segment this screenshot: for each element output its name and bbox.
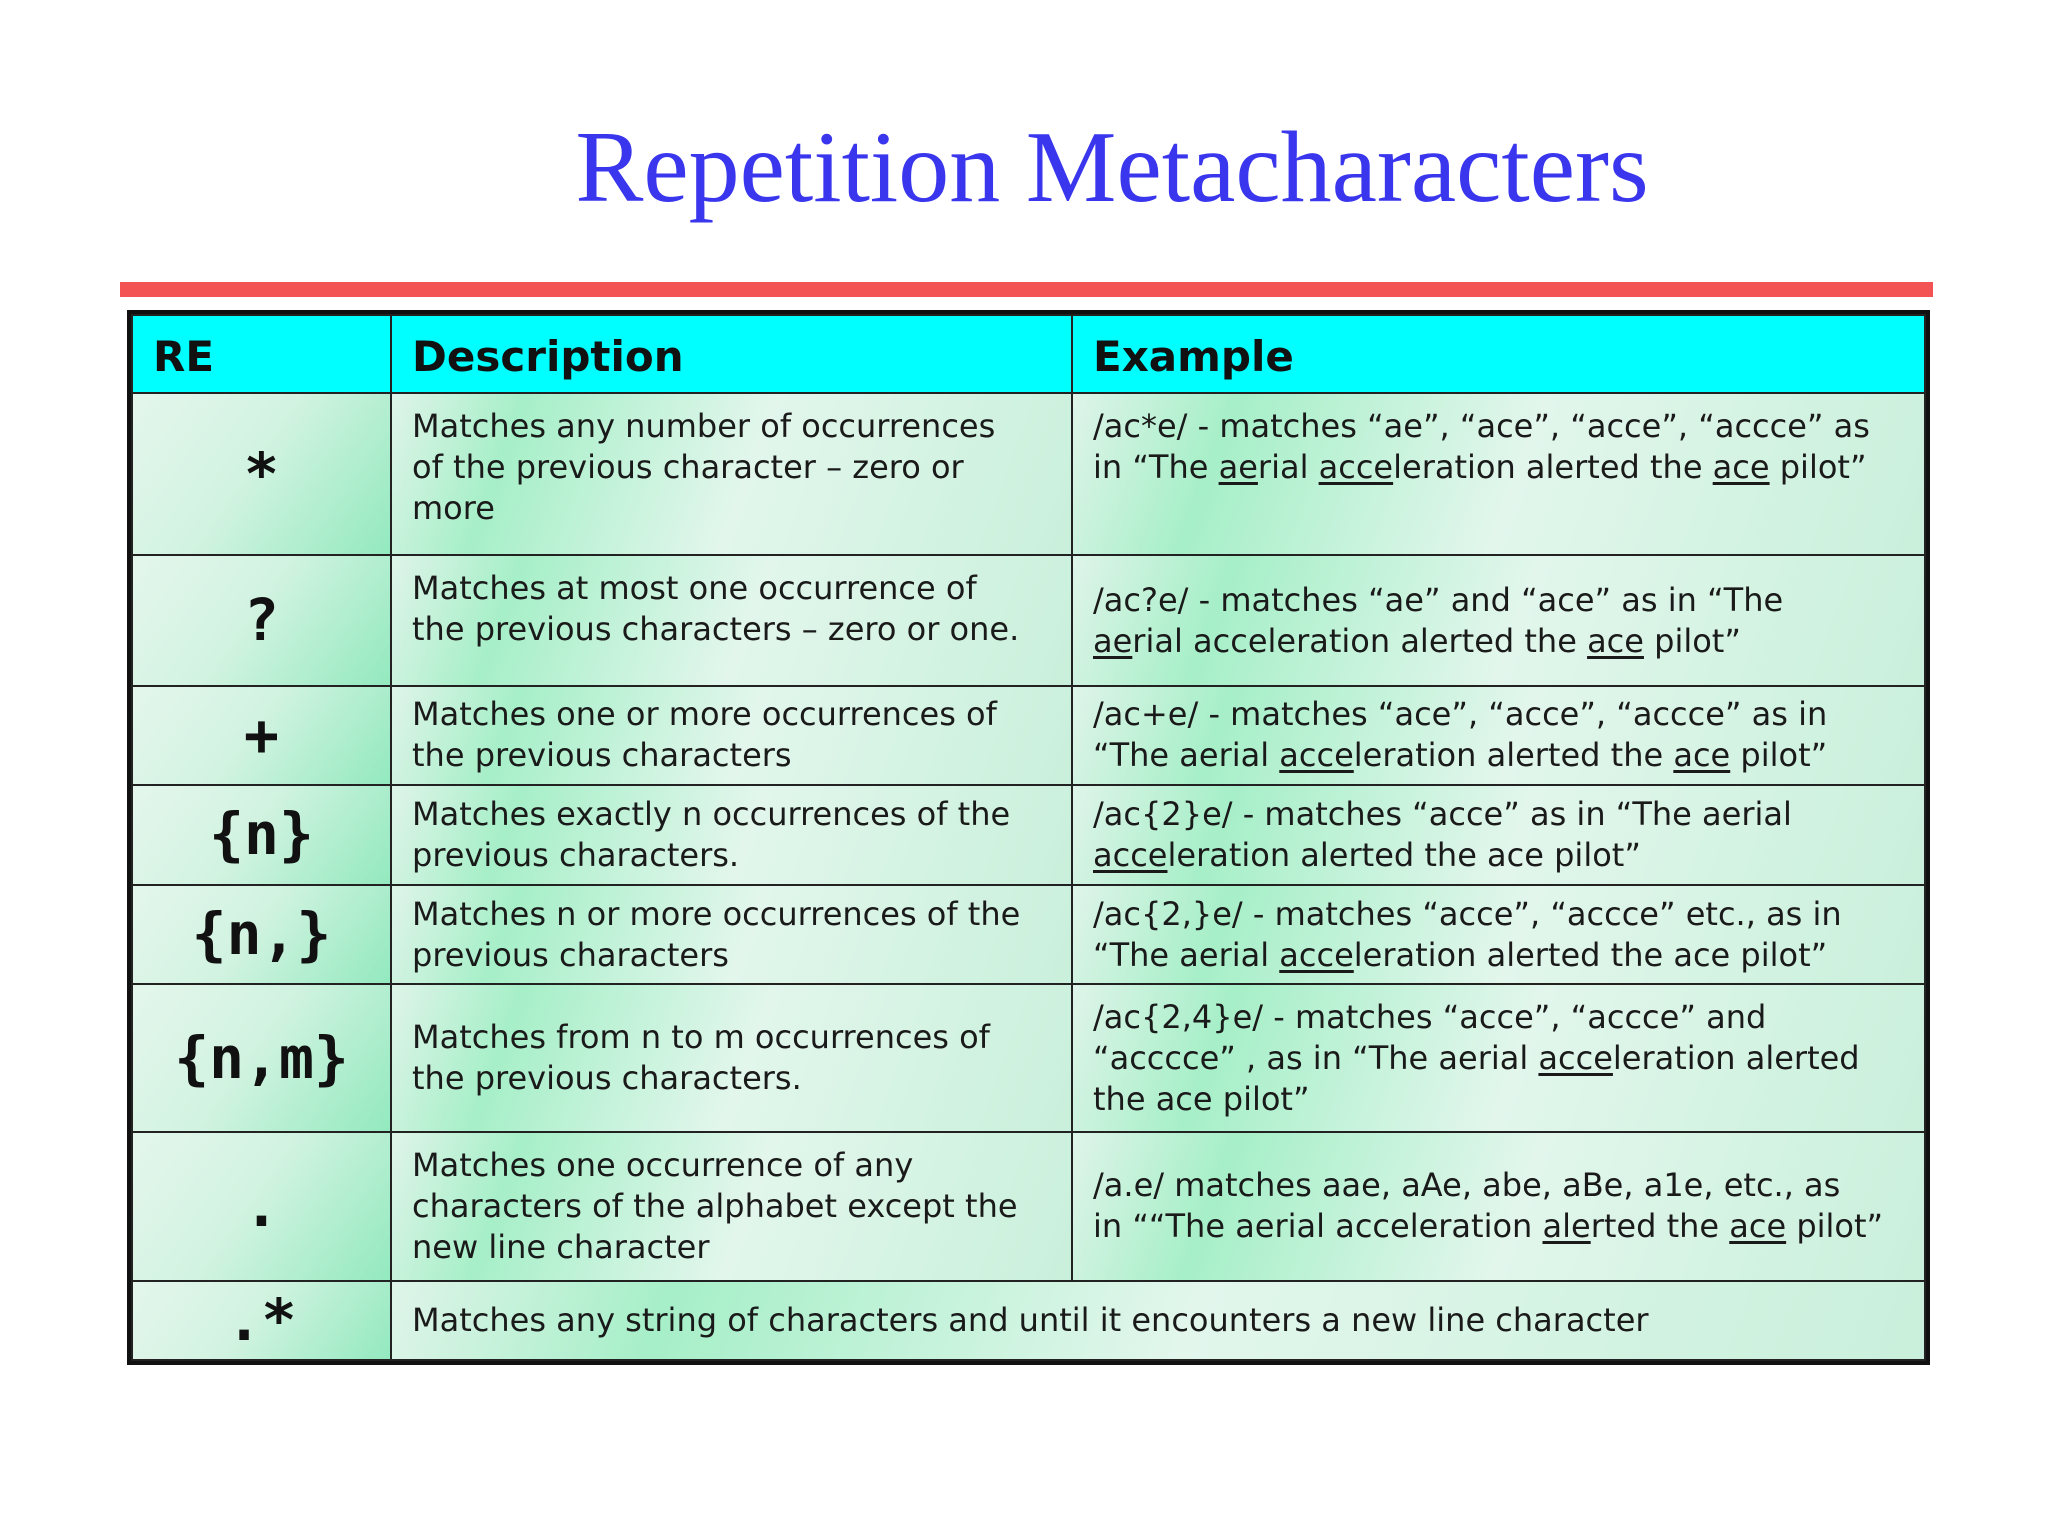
example-text: /ac*e/ - matches “ae”, “ace”, “acce”, “accce” as [1093, 407, 1870, 445]
description-line: previous characters [412, 935, 729, 974]
example-line [1093, 447, 1924, 488]
example-line [1093, 935, 1924, 976]
matched-substring: acce [1093, 835, 1168, 874]
matched-substring: ae [1093, 621, 1133, 660]
description-line: the previous characters – zero or one. [412, 610, 1020, 649]
table-row [132, 885, 1925, 985]
table-header-row [132, 315, 1925, 393]
table-row [132, 393, 1925, 555]
description-line: Matches at most one occurrence of [412, 569, 977, 608]
table-row [132, 555, 1925, 685]
example-text: pilot” [1769, 448, 1867, 486]
example-text: /a.e/ matches aae, aAe, abe, aBe, a1e, etc., as [1093, 1166, 1841, 1205]
header-example: Example [1072, 315, 1925, 393]
re-cell: .* [132, 1281, 391, 1360]
matched-substring: acce [1538, 1038, 1613, 1077]
example-text: the ace pilot” [1093, 1079, 1310, 1118]
example-line [1093, 1165, 1924, 1206]
matched-substring: ace [1712, 448, 1770, 486]
example-text: in ““The aerial acceleration [1093, 1207, 1543, 1246]
re-cell: {n,} [132, 885, 391, 985]
matched-substring: acce [1279, 935, 1354, 974]
example-cell [1072, 885, 1925, 985]
metacharacter-table-frame [127, 310, 1930, 1365]
re-cell: . [132, 1132, 391, 1280]
description-cell [391, 686, 1072, 786]
title-underline-rule [120, 282, 1933, 297]
example-line [1093, 621, 1924, 662]
description-cell [391, 1281, 1925, 1360]
example-text: leration alerted [1612, 1038, 1860, 1077]
table-row [132, 984, 1925, 1132]
description-line: the previous characters. [412, 1059, 802, 1098]
description-line: previous characters. [412, 835, 740, 874]
example-text: rial acceleration alerted the [1132, 621, 1588, 660]
description-line: Matches any number of occurrences [412, 407, 996, 445]
description-cell [391, 885, 1072, 985]
matched-substring: ae [1218, 448, 1258, 486]
header-re: RE [132, 315, 391, 393]
description-line: of the previous character – zero or [412, 448, 964, 486]
matched-substring: ace [1673, 736, 1731, 775]
description-line: characters of the alphabet except the [412, 1186, 1018, 1225]
example-cell [1072, 686, 1925, 786]
example-text: in “The [1093, 448, 1219, 486]
description-line: new line character [412, 1227, 710, 1266]
example-text: leration alerted the [1353, 736, 1674, 775]
example-line [1093, 894, 1924, 935]
example-text: leration alerted the ace pilot” [1167, 835, 1641, 874]
example-line [1093, 794, 1924, 835]
description-cell [391, 555, 1072, 685]
matched-substring: ace [1729, 1207, 1787, 1246]
example-text: /ac{2}e/ - matches “acce” as in “The aerial [1093, 794, 1792, 833]
example-cell [1072, 555, 1925, 685]
example-cell [1072, 393, 1925, 555]
example-line [1093, 580, 1924, 621]
description-line: Matches one occurrence of any [412, 1145, 914, 1184]
example-line [1093, 1079, 1924, 1120]
table-row [132, 1132, 1925, 1280]
matched-substring: acce [1318, 448, 1394, 486]
example-text: rial [1257, 448, 1319, 486]
example-text: “The aerial [1093, 935, 1280, 974]
description-line: Matches n or more occurrences of the [412, 894, 1021, 933]
example-line [1093, 1206, 1924, 1247]
description-cell [391, 393, 1072, 555]
example-line [1093, 694, 1924, 735]
description-line: more [412, 489, 495, 527]
example-text: “acccce” , as in “The aerial [1093, 1038, 1539, 1077]
description-line: Matches any string of characters and until it encounters a new line character [412, 1300, 1649, 1339]
re-cell: * [132, 393, 391, 555]
example-line [1093, 1038, 1924, 1079]
description-line: the previous characters [412, 736, 792, 775]
example-cell [1072, 1132, 1925, 1280]
example-line [1093, 406, 1924, 447]
example-text: rted the [1590, 1207, 1730, 1246]
table-body [132, 393, 1925, 1360]
example-text: leration alerted the ace pilot” [1353, 935, 1828, 974]
example-line [1093, 835, 1924, 876]
slide-title: Repetition Metacharacters [575, 111, 1649, 224]
example-text: pilot” [1730, 736, 1828, 775]
header-description: Description [391, 315, 1072, 393]
matched-substring: ale [1542, 1207, 1591, 1246]
example-line [1093, 997, 1924, 1038]
example-cell [1072, 984, 1925, 1132]
example-text: /ac{2,}e/ - matches “acce”, “accce” etc., as in [1093, 894, 1842, 933]
example-line [1093, 735, 1924, 776]
description-cell [391, 984, 1072, 1132]
example-text: /ac+e/ - matches “ace”, “acce”, “accce” as in [1093, 695, 1828, 734]
example-text: pilot” [1643, 621, 1741, 660]
metacharacter-table [131, 314, 1926, 1361]
re-cell: {n,m} [132, 984, 391, 1132]
description-line: Matches exactly n occurrences of the [412, 794, 1011, 833]
example-cell [1072, 785, 1925, 885]
example-text: “The aerial [1093, 736, 1280, 775]
example-text: /ac{2,4}e/ - matches “acce”, “accce” and [1093, 997, 1767, 1036]
re-cell: + [132, 686, 391, 786]
description-line: Matches from n to m occurrences of [412, 1018, 990, 1057]
re-cell: ? [132, 555, 391, 685]
description-cell [391, 1132, 1072, 1280]
example-text: pilot” [1786, 1207, 1884, 1246]
description-cell [391, 785, 1072, 885]
matched-substring: ace [1587, 621, 1644, 660]
example-text: /ac?e/ - matches “ae” and “ace” as in “The [1093, 580, 1784, 619]
table-row [132, 785, 1925, 885]
re-cell: {n} [132, 785, 391, 885]
matched-substring: acce [1279, 736, 1354, 775]
description-line: Matches one or more occurrences of [412, 695, 997, 734]
table-row [132, 686, 1925, 786]
table-row [132, 1281, 1925, 1360]
example-text: leration alerted the [1393, 448, 1713, 486]
